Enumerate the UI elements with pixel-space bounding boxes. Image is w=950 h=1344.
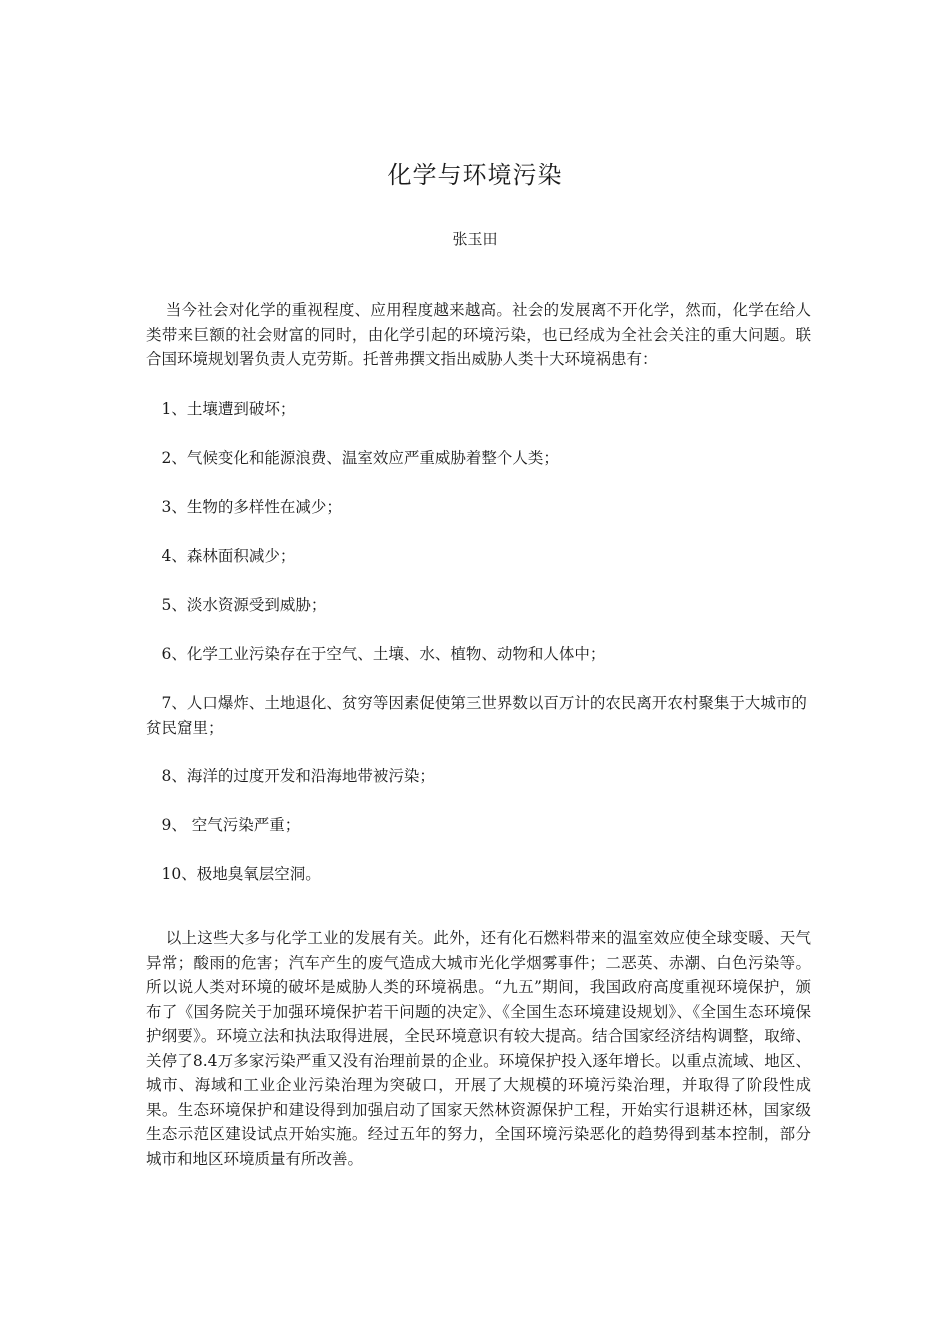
document-title: 化学与环境污染 [387,161,563,189]
list-item: 10、极地臭氧层空洞。 [161,865,321,883]
list-item: 3、生物的多样性在减少； [161,498,342,516]
conclusion-paragraph: 以上这些大多与化学工业的发展有关。此外，还有化石燃料带来的温室效应使全球变暖、天气异常；酸雨的危害；汽车产生的废气造成大城市光化学烟雾事件；二恶英、赤潮、白色污染等。所以说人类对环境的破坏是威胁人类的环境祸患。“九五”期间，我国政府高度重视环境保护，颁布了《国务院关于加强环境保护若干问题的决定》、《全国生态环境建设规划》、《全国生态环境保护纲要》。环境立法和执法取得进展，全民环境意识有较大提高。结合国家经济结构调整，取缔、关停了8.4万多家污染严重又没有治理前景的企业。环境保护投入逐年增长。以重点流域、地区、城市、海域和工业企业污染治理为突破口，开展了大规模的环境污染治理，并取得了阶段性成果。生态环境保护和建设得到加强启动了国家天然林资源保护工程，开始实行退耕还林，国家级生态示范区建设试点开始实施。经过五年的努力，全国环境污染恶化的趋势得到基本控制，部分城市和地区环境质量有所改善。 [146,929,811,1168]
intro-paragraph: 当今社会对化学的重视程度、应用程度越来越高。社会的发展离不开化学，然而，化学在给人类带来巨额的社会财富的同时，由化学引起的环境污染，也已经成为全社会关注的重大问题。联合国环境规划署负责人克劳斯。托普弗撰文指出威胁人类十大环境祸患有： [146,301,811,368]
list-item: 5、淡水资源受到威胁； [161,596,327,614]
hazard-list [146,397,811,911]
list-item: 7、人口爆炸、土地退化、贫穷等因素促使第三世界数以百万计的农民离开农村聚集于大城市的贫民窟里； [146,694,807,737]
list-item: 6、化学工业污染存在于空气、土壤、水、植物、动物和人体中； [161,645,606,663]
list-item: 1、土壤遭到破坏； [161,400,296,418]
document-author: 张玉田 [452,230,498,248]
list-item: 2、气候变化和能源浪费、温室效应严重威胁着整个人类； [161,449,559,467]
list-item: 8、海洋的过度开发和沿海地带被污染； [161,767,435,785]
list-item: 9、 空气污染严重； [161,816,301,834]
list-item: 4、森林面积减少； [161,547,296,565]
